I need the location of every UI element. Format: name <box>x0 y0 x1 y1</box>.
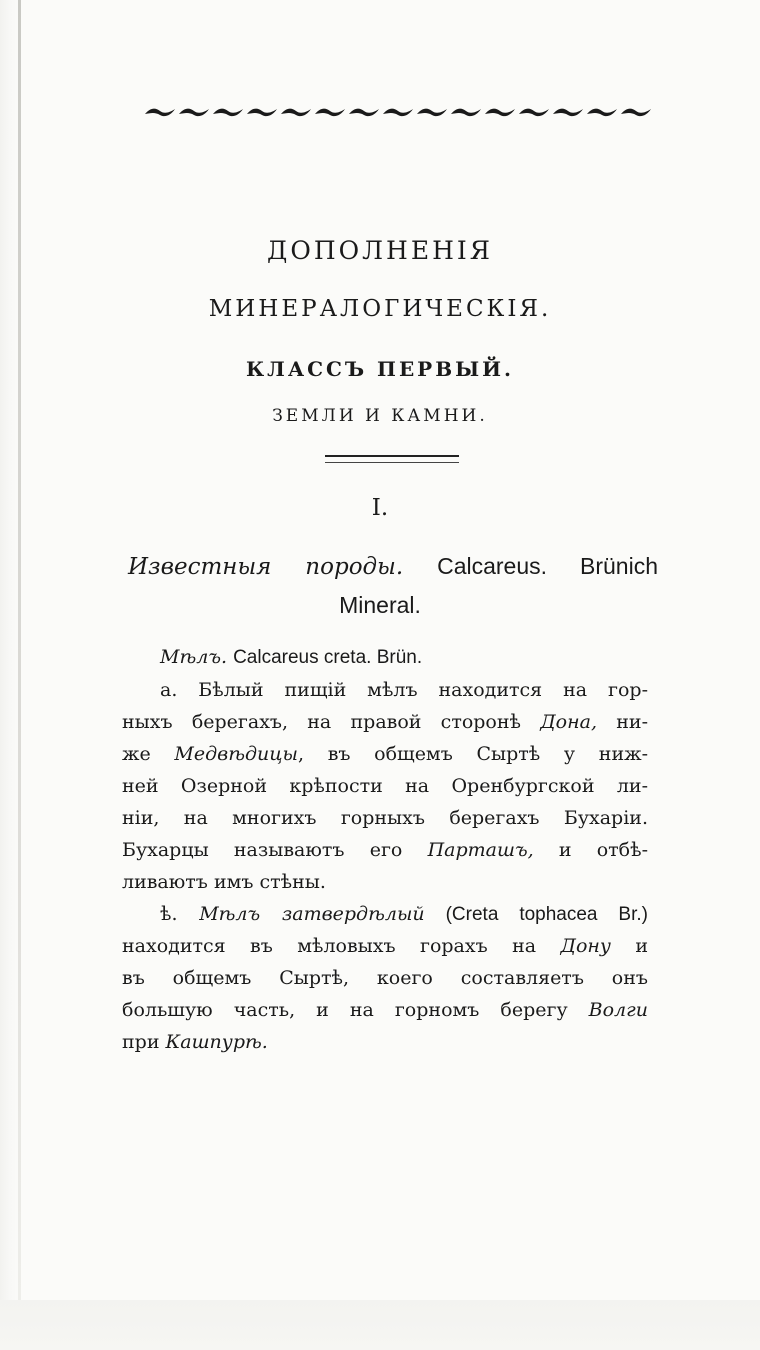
ornament-unit <box>315 109 345 117</box>
text-line: большую часть, и на горномъ берегу Волги <box>122 999 648 1021</box>
ornament-unit <box>519 109 549 117</box>
section-heading <box>128 553 658 580</box>
title-line-1: ДОПОЛНЕНІЯ <box>267 236 493 265</box>
ornament-unit <box>553 109 583 117</box>
text-line: при Кашпурѣ. <box>122 1031 268 1053</box>
section-heading-latin: Calcareus. Brünich <box>437 553 659 579</box>
text-line: же Медвѣдицы, въ общемъ Сыртѣ у ниж- <box>122 743 649 765</box>
ornament-unit <box>213 109 243 117</box>
ornament-unit <box>145 109 175 117</box>
text-line: ніи, на многихъ горныхъ берегахъ Бухаріи. <box>122 807 648 829</box>
ornament-unit <box>417 109 447 117</box>
text-line: Бухарцы называютъ его Парташъ, и отбѣ- <box>122 839 648 861</box>
ornament-unit <box>587 109 617 117</box>
text-line: ѣ. Мѣлъ затвердѣлый (Creta tophacea Br.) <box>160 903 648 925</box>
paragraph-intro <box>160 648 648 667</box>
ornament-unit <box>383 109 413 117</box>
section-heading-latin-cont: Mineral. <box>339 592 421 618</box>
text-line: ныхъ берегахъ, на правой сторонѣ Дона, ни- <box>122 711 648 733</box>
title-line-2: МИНЕРАЛОГИЧЕСКІЯ. <box>208 296 552 322</box>
double-rule-divider <box>325 455 459 463</box>
text-line: а. Бѣлый пищій мѣлъ находится на гор- <box>160 679 648 701</box>
ornament-unit <box>281 109 311 117</box>
ornamental-rule <box>143 100 655 124</box>
ornament-unit <box>179 109 209 117</box>
binding-line <box>18 0 21 1300</box>
text-line: въ общемъ Сыртѣ, коего составляетъ онъ <box>122 967 648 989</box>
text-line: ней Озерной крѣпости на Оренбургской ли- <box>122 775 648 797</box>
text-line: ливаютъ имъ стѣны. <box>122 871 326 893</box>
page-gutter <box>0 0 26 1350</box>
ornament-unit <box>247 109 277 117</box>
class-subheading: ЗЕМЛИ И КАМНИ. <box>272 406 488 426</box>
class-heading: КЛАССЪ ПЕРВЫЙ. <box>245 357 515 381</box>
ornament-unit <box>485 109 515 117</box>
term-mel: Мѣлъ. <box>160 646 228 668</box>
ornament-unit <box>349 109 379 117</box>
ornament-unit <box>621 109 651 117</box>
section-number: I. <box>371 495 389 521</box>
latin-name: Calcareus creta. Brün. <box>233 647 423 668</box>
ornament-unit <box>451 109 481 117</box>
text-line: находится въ мѣловыхъ горахъ на Дону и <box>122 935 649 957</box>
section-heading-italic: Известныя породы. <box>128 554 404 580</box>
page-bottom-edge <box>0 1300 760 1350</box>
